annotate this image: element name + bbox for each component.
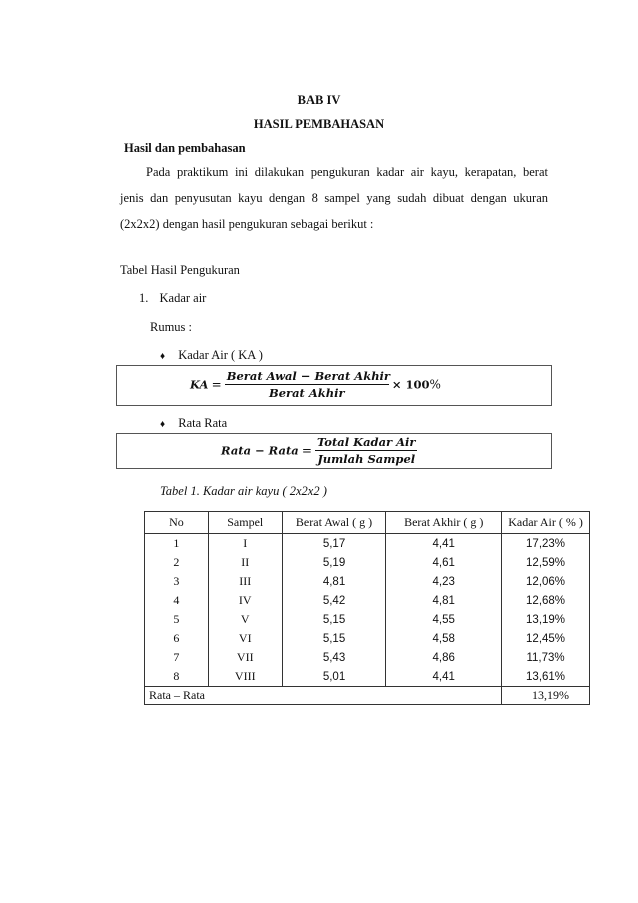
intro-line-3: (2x2x2) dengan hasil pengukuran sebagai berikut : <box>120 217 374 231</box>
cell-no: 5 <box>145 610 209 629</box>
footer-value: 13,19% <box>502 687 590 705</box>
cell-no: 3 <box>145 572 209 591</box>
cell-sampel: V <box>208 610 282 629</box>
table-caption: Tabel 1. Kadar air kayu ( 2x2x2 ) <box>160 484 327 498</box>
cell-berat-awal: 5,19 <box>282 553 386 572</box>
cell-berat-akhir: 4,23 <box>386 572 502 591</box>
cell-sampel: I <box>208 534 282 554</box>
chapter-heading: BAB IV <box>297 93 341 107</box>
cell-no: 8 <box>145 667 209 687</box>
cell-berat-akhir: 4,41 <box>386 667 502 687</box>
cell-berat-akhir: 4,81 <box>386 591 502 610</box>
cell-berat-awal: 4,81 <box>282 572 386 591</box>
formula1-percent: % <box>429 377 441 392</box>
cell-sampel: VII <box>208 648 282 667</box>
intro-line-2: jenis dan penyusutan kayu dengan 8 sampel yang sudah dibuat dengan ukuran <box>120 191 548 205</box>
cell-sampel: III <box>208 572 282 591</box>
cell-kadar-air: 13,19% <box>502 610 590 629</box>
formula1-multiplier: × 100 <box>391 377 430 392</box>
kadar-air-table <box>144 511 590 705</box>
intro-paragraph <box>120 159 548 237</box>
header-sampel: Sampel <box>208 512 282 534</box>
formula2-fraction <box>315 435 417 466</box>
header-berat-akhir: Berat Akhir ( g ) <box>386 512 502 534</box>
table-row <box>145 534 590 554</box>
formula1-lhs: KA <box>190 377 209 392</box>
formula2-box <box>116 433 552 469</box>
formula2-caption: Rata Rata <box>178 416 228 430</box>
cell-kadar-air: 12,68% <box>502 591 590 610</box>
table-row <box>145 667 590 687</box>
table-header-row <box>145 512 590 534</box>
footer-label: Rata – Rata <box>145 687 502 705</box>
cell-kadar-air: 17,23% <box>502 534 590 554</box>
cell-berat-akhir: 4,86 <box>386 648 502 667</box>
table-row <box>145 648 590 667</box>
formula2-lhs: Rata − Rata <box>221 443 299 458</box>
list-item-kadar-air <box>139 291 206 306</box>
cell-berat-awal: 5,15 <box>282 629 386 648</box>
formula1-box <box>116 365 552 406</box>
cell-berat-akhir: 4,41 <box>386 534 502 554</box>
cell-berat-awal: 5,17 <box>282 534 386 554</box>
section-title: Hasil dan pembahasan <box>124 141 246 155</box>
intro-line-1: Pada praktikum ini dilakukan pengukuran kadar air kayu, kerapatan, berat <box>146 165 548 179</box>
header-berat-awal: Berat Awal ( g ) <box>282 512 386 534</box>
cell-sampel: VIII <box>208 667 282 687</box>
cell-no: 2 <box>145 553 209 572</box>
cell-berat-awal: 5,15 <box>282 610 386 629</box>
cell-sampel: II <box>208 553 282 572</box>
cell-berat-awal: 5,43 <box>282 648 386 667</box>
formula2-equals: = <box>301 443 312 458</box>
cell-sampel: VI <box>208 629 282 648</box>
cell-kadar-air: 11,73% <box>502 648 590 667</box>
cell-berat-awal: 5,42 <box>282 591 386 610</box>
cell-no: 1 <box>145 534 209 554</box>
cell-berat-akhir: 4,61 <box>386 553 502 572</box>
formula2-denominator: Jumlah Sampel <box>317 452 416 466</box>
table-row <box>145 553 590 572</box>
cell-kadar-air: 12,06% <box>502 572 590 591</box>
formula1-expression <box>190 369 441 400</box>
diamond-bullet-icon: ♦ <box>160 419 166 430</box>
formula2-expression <box>221 435 417 466</box>
cell-no: 4 <box>145 591 209 610</box>
cell-sampel: IV <box>208 591 282 610</box>
header-kadar-air: Kadar Air ( % ) <box>502 512 590 534</box>
formula1-caption: Kadar Air ( KA ) <box>178 348 263 362</box>
formula1-caption-row <box>160 348 263 363</box>
formula2-caption-row <box>160 416 227 431</box>
cell-kadar-air: 13,61% <box>502 667 590 687</box>
list-number: 1. <box>139 291 149 305</box>
cell-no: 7 <box>145 648 209 667</box>
formula1-fraction <box>225 369 389 400</box>
table-row <box>145 610 590 629</box>
table-footer-row <box>145 687 590 705</box>
cell-berat-awal: 5,01 <box>282 667 386 687</box>
cell-no: 6 <box>145 629 209 648</box>
table-row <box>145 591 590 610</box>
cell-kadar-air: 12,59% <box>502 553 590 572</box>
formula1-equals: = <box>211 377 222 392</box>
diamond-bullet-icon: ♦ <box>160 351 166 362</box>
rumus-label: Rumus : <box>150 320 193 334</box>
cell-kadar-air: 12,45% <box>502 629 590 648</box>
cell-berat-akhir: 4,58 <box>386 629 502 648</box>
chapter-title: HASIL PEMBAHASAN <box>253 117 385 131</box>
table-row <box>145 572 590 591</box>
cell-berat-akhir: 4,55 <box>386 610 502 629</box>
formula2-numerator: Total Kadar Air <box>317 435 416 449</box>
formula1-denominator: Berat Akhir <box>268 386 345 400</box>
header-no: No <box>145 512 209 534</box>
list-label: Kadar air <box>159 291 207 305</box>
table-heading: Tabel Hasil Pengukuran <box>120 263 240 277</box>
formula1-numerator: Berat Awal − Berat Akhir <box>226 369 390 383</box>
table-row <box>145 629 590 648</box>
